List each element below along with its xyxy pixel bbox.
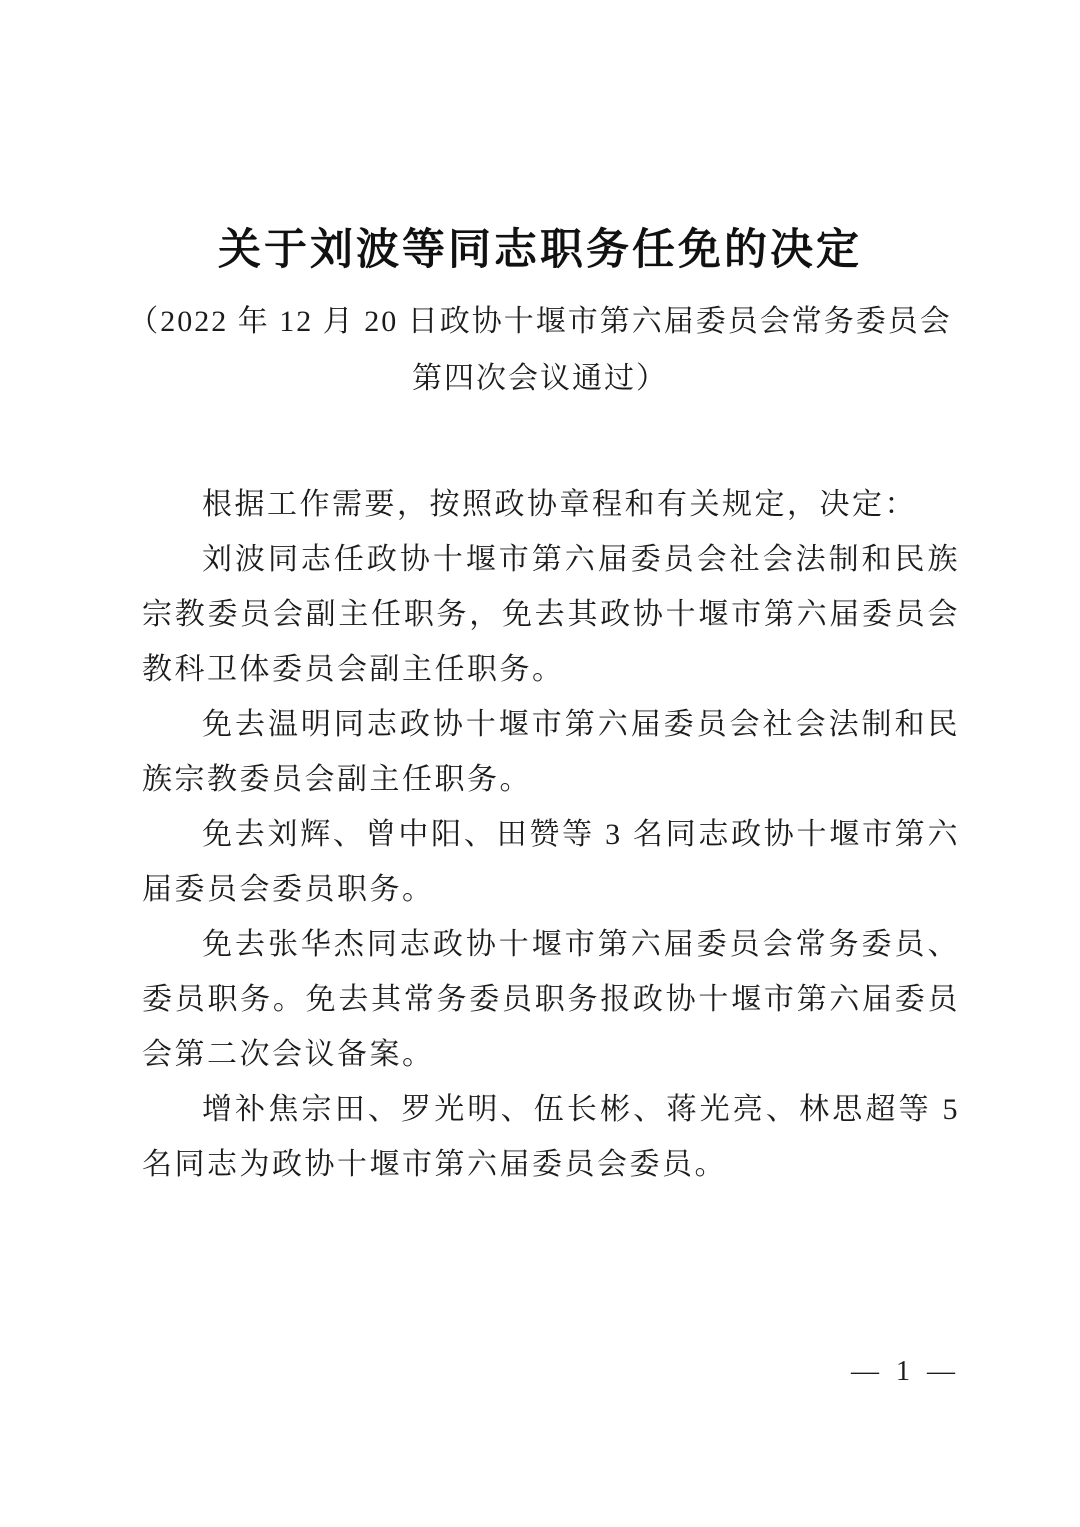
- body-paragraph: 刘波同志任政协十堰市第六届委员会社会法制和民族宗教委员会副主任职务，免去其政协十堰市第六届委员会教科卫体委员会副主任职务。: [142, 543, 960, 686]
- document-body: [142, 477, 960, 1192]
- subtitle-line-2: 第四次会议通过）: [412, 362, 668, 395]
- document-title: 关于刘波等同志职务任免的决定: [218, 226, 862, 274]
- body-paragraph: 免去刘辉、曾中阳、田赞等 3 名同志政协十堰市第六届委员会委员职务。: [142, 818, 960, 906]
- body-paragraph: 根据工作需要，按照政协章程和有关规定，决定：: [202, 488, 917, 521]
- subtitle-line-1: （2022 年 12 月 20 日政协十堰市第六届委员会常务委员会: [128, 305, 952, 338]
- body-paragraph: 免去温明同志政协十堰市第六届委员会社会法制和民族宗教委员会副主任职务。: [142, 708, 960, 796]
- document-subtitle: [0, 293, 1080, 407]
- body-paragraph: 免去张华杰同志政协十堰市第六届委员会常务委员、委员职务。免去其常务委员职务报政协十堰市第六届委员会第二次会议备案。: [142, 928, 960, 1071]
- body-paragraph: 增补焦宗田、罗光明、伍长彬、蒋光亮、林思超等 5 名同志为政协十堰市第六届委员会委员。: [142, 1093, 960, 1181]
- page-number: — 1 —: [851, 1356, 960, 1387]
